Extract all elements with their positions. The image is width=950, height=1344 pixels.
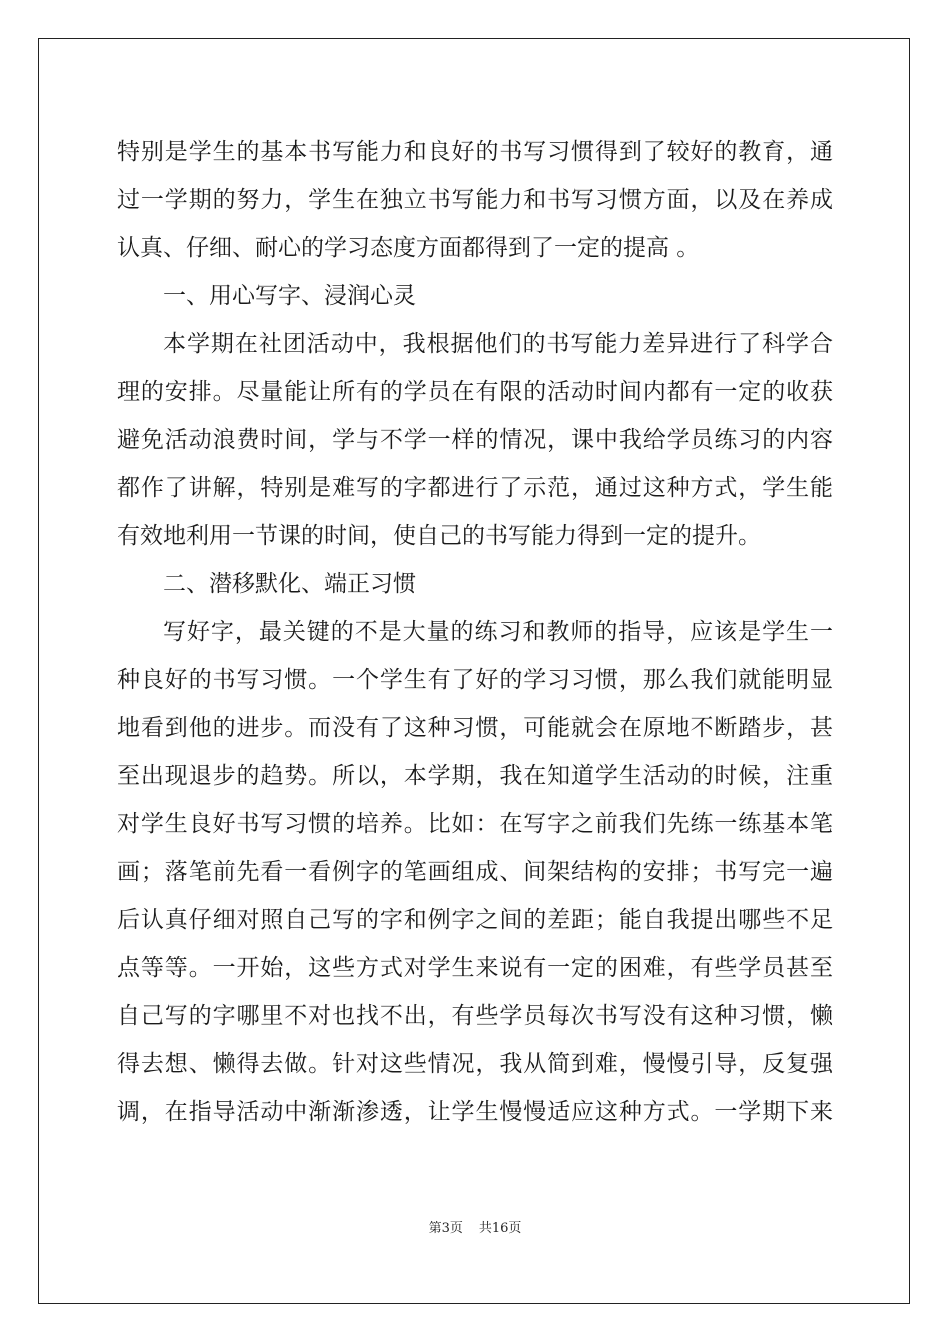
text-line: 地看到他的进步。而没有了这种习惯，可能就会在原地不断踏步，甚: [117, 715, 833, 741]
page-total: 共16页: [478, 1221, 522, 1236]
section-heading: 二、潜移默化、端正习惯: [163, 571, 416, 597]
text-line: 至出现退步的趋势。所以，本学期，我在知道学生活动的时候，注重: [117, 763, 833, 789]
text-line: 画；落笔前先看一看例字的笔画组成、间架结构的安排；书写完一遍: [117, 859, 833, 885]
text-line: 自己写的字哪里不对也找不出，有些学员每次书写没有这种习惯，懒: [117, 1003, 833, 1029]
text-line: 点等等。一开始，这些方式对学生来说有一定的困难，有些学员甚至: [117, 955, 833, 981]
text-line: 种良好的书写习惯。一个学生有了好的学习习惯，那么我们就能明显: [117, 667, 833, 693]
paragraph-first-line: 本学期在社团活动中，我根据他们的书写能力差异进行了科学合: [163, 331, 833, 357]
text-line: 理的安排。尽量能让所有的学员在有限的活动时间内都有一定的收获: [117, 379, 833, 405]
text-line: 认真、仔细、耐心的学习态度方面都得到了一定的提高 。: [117, 235, 700, 261]
text-line: 有效地利用一节课的时间，使自己的书写能力得到一定的提升。: [117, 523, 761, 549]
text-line: 得去想、懒得去做。针对这些情况，我从简到难，慢慢引导，反复强: [117, 1051, 833, 1077]
text-line: 避免活动浪费时间，学与不学一样的情况，课中我给学员练习的内容: [117, 427, 833, 453]
document-body: [117, 128, 833, 1136]
text-line: 特别是学生的基本书写能力和良好的书写习惯得到了较好的教育，通: [117, 139, 833, 165]
text-line: 过一学期的努力，学生在独立书写能力和书写习惯方面，以及在养成: [117, 187, 833, 213]
text-line: 后认真仔细对照自己写的字和例字之间的差距；能自我提出哪些不足: [117, 907, 833, 933]
section-heading: 一、用心写字、浸润心灵: [163, 283, 416, 309]
text-line: 都作了讲解，特别是难写的字都进行了示范，通过这种方式，学生能: [117, 475, 833, 501]
page-number: 第3页: [428, 1221, 463, 1236]
paragraph-first-line: 写好字，最关键的不是大量的练习和教师的指导，应该是学生一: [163, 619, 833, 645]
page-footer: [0, 1217, 950, 1236]
text-line: 调，在指导活动中渐渐渗透，让学生慢慢适应这种方式。一学期下来: [117, 1099, 833, 1125]
text-line: 对学生良好书写习惯的培养。比如：在写字之前我们先练一练基本笔: [117, 811, 833, 837]
